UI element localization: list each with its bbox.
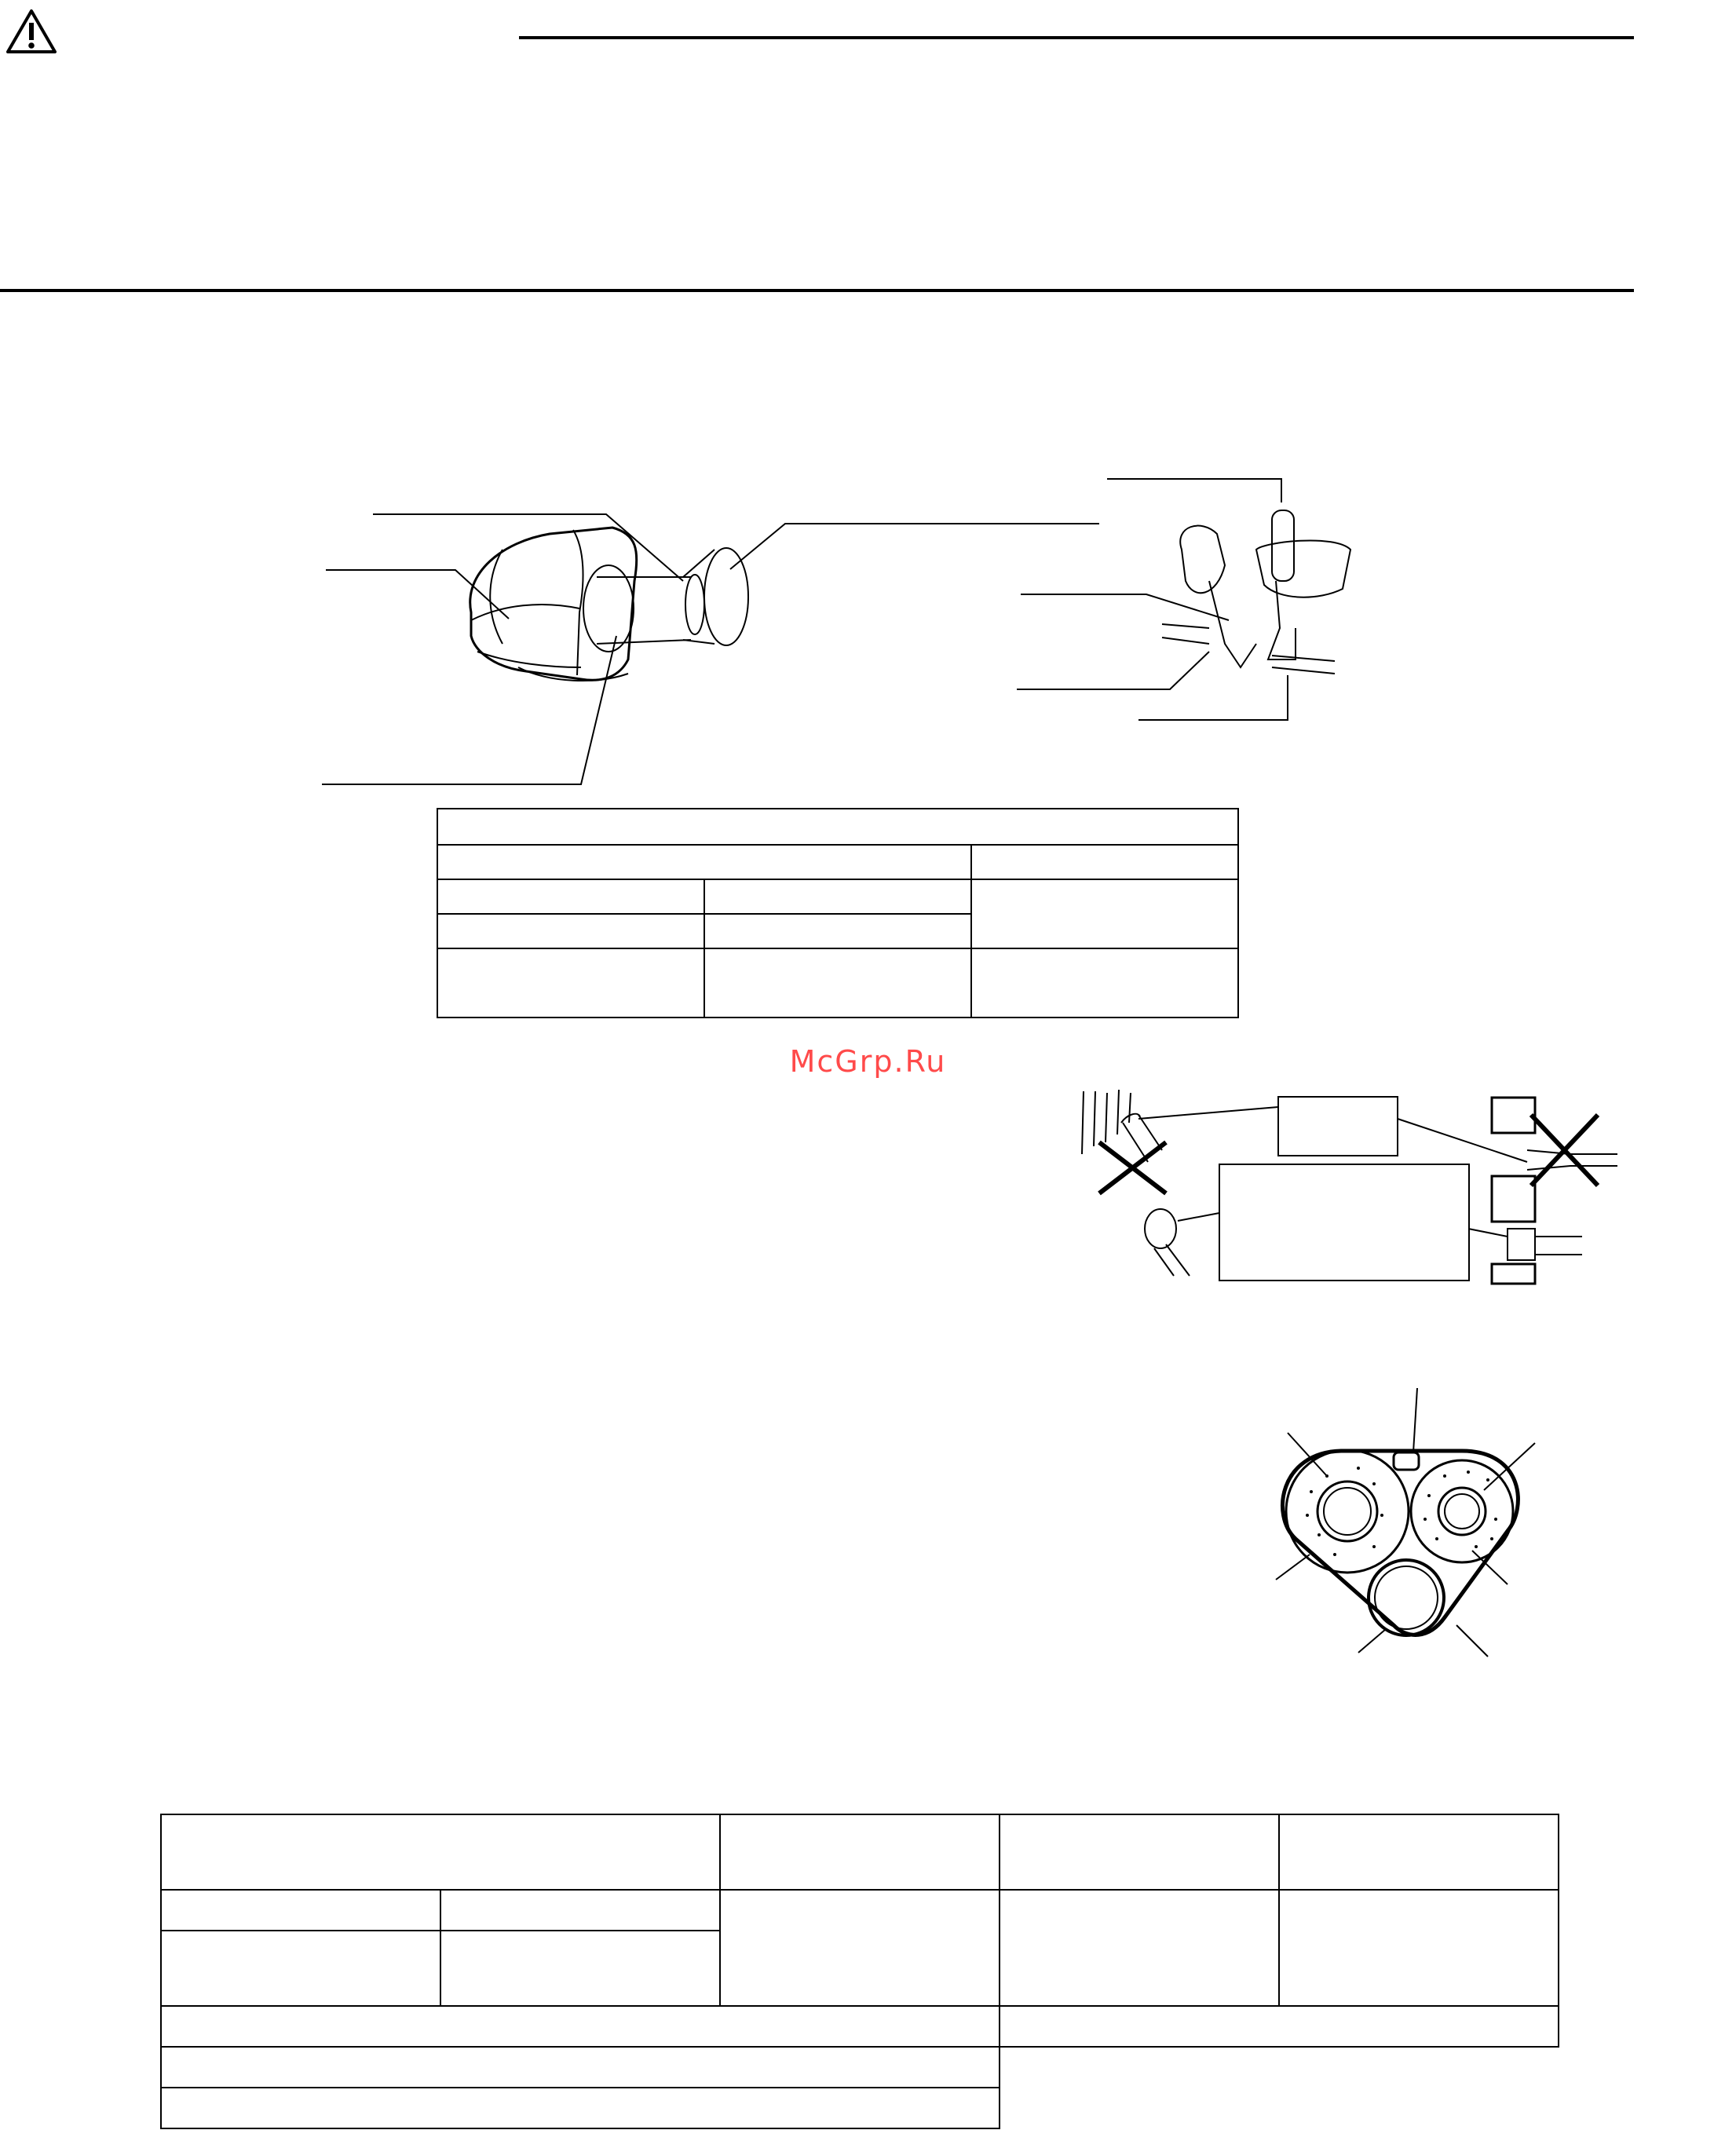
table2-cell bbox=[440, 1931, 720, 2006]
table2-cell bbox=[1279, 1814, 1559, 1890]
table1-cell bbox=[704, 948, 971, 1018]
specification-table-1 bbox=[437, 808, 1239, 1018]
table1-cell bbox=[704, 914, 971, 948]
table2-cell bbox=[1000, 2006, 1559, 2047]
table2-cell bbox=[161, 1814, 720, 1890]
table1-cell bbox=[971, 948, 1238, 1018]
table2-cell bbox=[161, 1890, 440, 1931]
warning-triangle-icon bbox=[5, 8, 58, 55]
specification-table-2 bbox=[160, 1814, 1559, 2129]
dust-and-water-entry-illustration bbox=[1064, 1087, 1629, 1284]
table1-cell bbox=[437, 914, 704, 948]
flare-nut-illustration bbox=[314, 502, 1099, 793]
table1-cell bbox=[437, 948, 704, 1018]
header-rule-top bbox=[519, 36, 1634, 39]
table1-cell bbox=[437, 879, 704, 914]
table1-cell bbox=[437, 845, 971, 879]
table2-cell bbox=[161, 2088, 1000, 2128]
insulated-pipe-bundle-illustration bbox=[1268, 1386, 1543, 1661]
table1-cell bbox=[971, 845, 1238, 879]
watermark-text: McGrp.Ru bbox=[789, 1044, 947, 1079]
table2-cell bbox=[1000, 1890, 1279, 2006]
table2-cell bbox=[440, 1890, 720, 1931]
table2-cell bbox=[161, 2047, 1000, 2088]
table2-cell bbox=[720, 1814, 1000, 1890]
table1-cell bbox=[704, 879, 971, 914]
table2-cell bbox=[1000, 1814, 1279, 1890]
table2-cell bbox=[720, 1890, 1000, 2006]
table1-cell bbox=[971, 879, 1238, 948]
table2-cell bbox=[161, 1931, 440, 2006]
table2-cell bbox=[161, 2006, 1000, 2047]
table2-cell bbox=[1279, 1890, 1559, 2006]
table2-empty-area bbox=[1000, 2088, 1559, 2128]
two-wrench-tightening-illustration bbox=[1013, 471, 1366, 730]
table1-header-cell bbox=[437, 809, 1238, 845]
header-rule-bottom bbox=[0, 289, 1634, 292]
table2-empty-area bbox=[1000, 2047, 1559, 2088]
